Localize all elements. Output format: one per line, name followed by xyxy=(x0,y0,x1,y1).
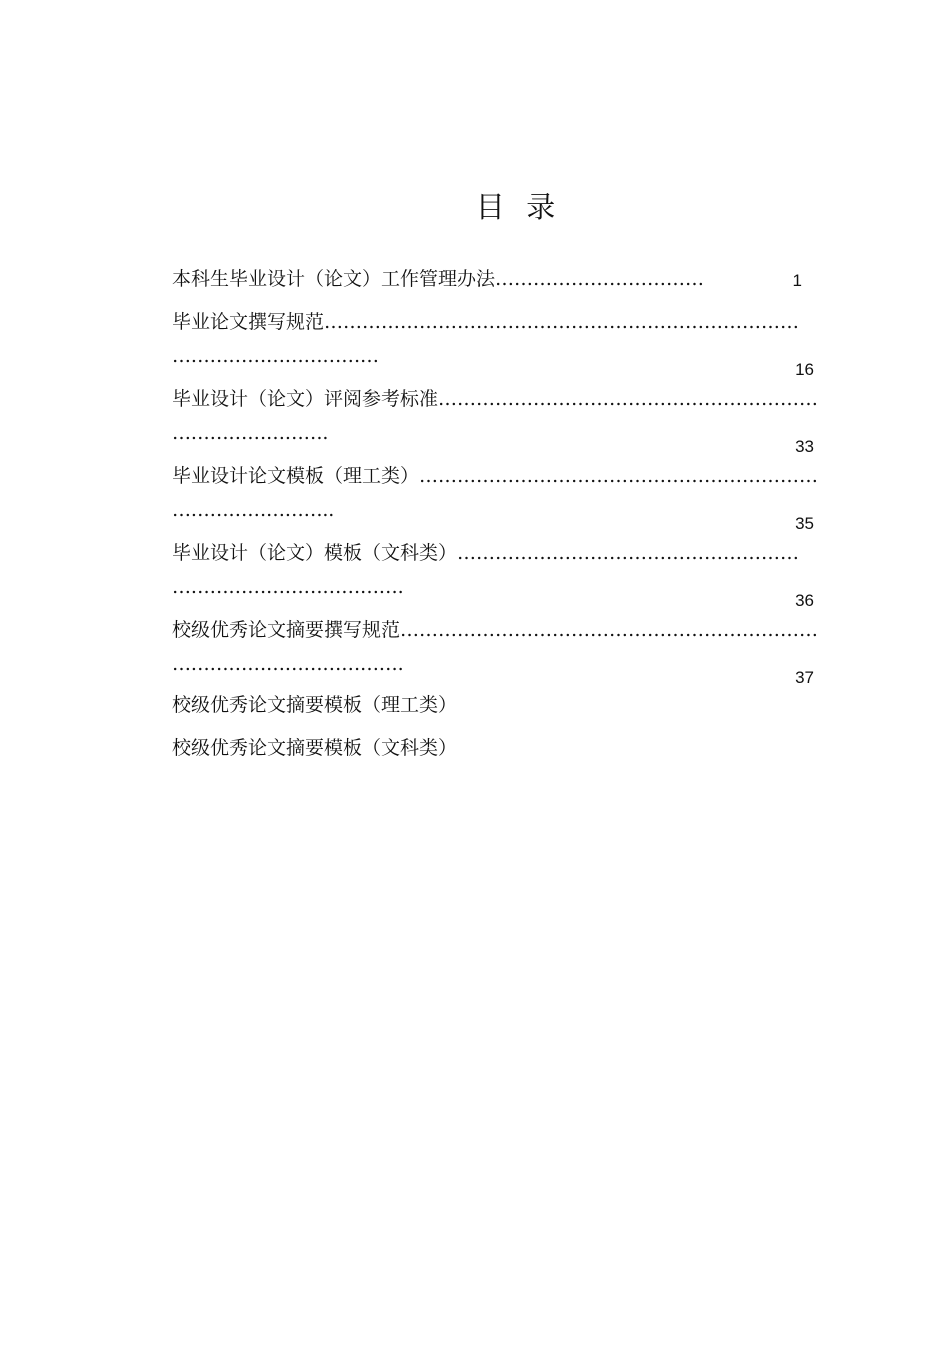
toc-entry-text: 毕业设计（论文）模板（文科类）……………………………………………… xyxy=(172,542,800,564)
toc-entry-management-rules[interactable] xyxy=(172,265,832,308)
toc-page-number: 35 xyxy=(795,514,814,533)
toc-entry-template-science[interactable] xyxy=(172,462,832,539)
page-title: 目 录 xyxy=(475,190,557,224)
toc-entry-text: 本科生毕业设计（论文）工作管理办法…………………………… xyxy=(172,268,705,290)
toc-page-number: 33 xyxy=(795,437,814,456)
toc-entry-leader: ………………………………. xyxy=(172,653,404,675)
toc-entry-abstract-standards[interactable] xyxy=(172,616,832,693)
toc-page-number: 37 xyxy=(795,668,814,687)
toc-entry-text: 毕业设计论文模板（理工类）……………………………………………………… xyxy=(172,465,819,487)
toc-entry-template-arts[interactable] xyxy=(172,539,832,616)
toc-page-number: 1 xyxy=(792,271,802,290)
toc-entry-review-criteria[interactable] xyxy=(172,385,832,462)
toc-entry-text: 毕业设计（论文）评阅参考标准…………………………………………………… xyxy=(172,388,819,410)
toc-entry-leader: …………………….. xyxy=(172,499,335,521)
toc-entry-abstract-template-arts[interactable]: 校级优秀论文摘要模板（文科类） xyxy=(172,737,458,759)
toc-entry-abstract-template-science[interactable]: 校级优秀论文摘要模板（理工类） xyxy=(172,694,458,716)
toc-page-number: 16 xyxy=(795,360,814,379)
toc-entry-text: 校级优秀论文摘要撰写规范………………………………………………………… xyxy=(172,619,819,641)
toc-entry-leader: …………………………… xyxy=(172,345,379,367)
toc-entry-writing-standards[interactable] xyxy=(172,308,832,385)
toc-entry-leader: ………………………………. xyxy=(172,576,404,598)
toc-entry-text: 毕业论文撰写规范………………………………………………………………… xyxy=(172,311,800,333)
toc-entry-leader: ……………………. xyxy=(172,422,329,444)
table-of-contents xyxy=(172,265,832,777)
toc-page-number: 36 xyxy=(795,591,814,610)
